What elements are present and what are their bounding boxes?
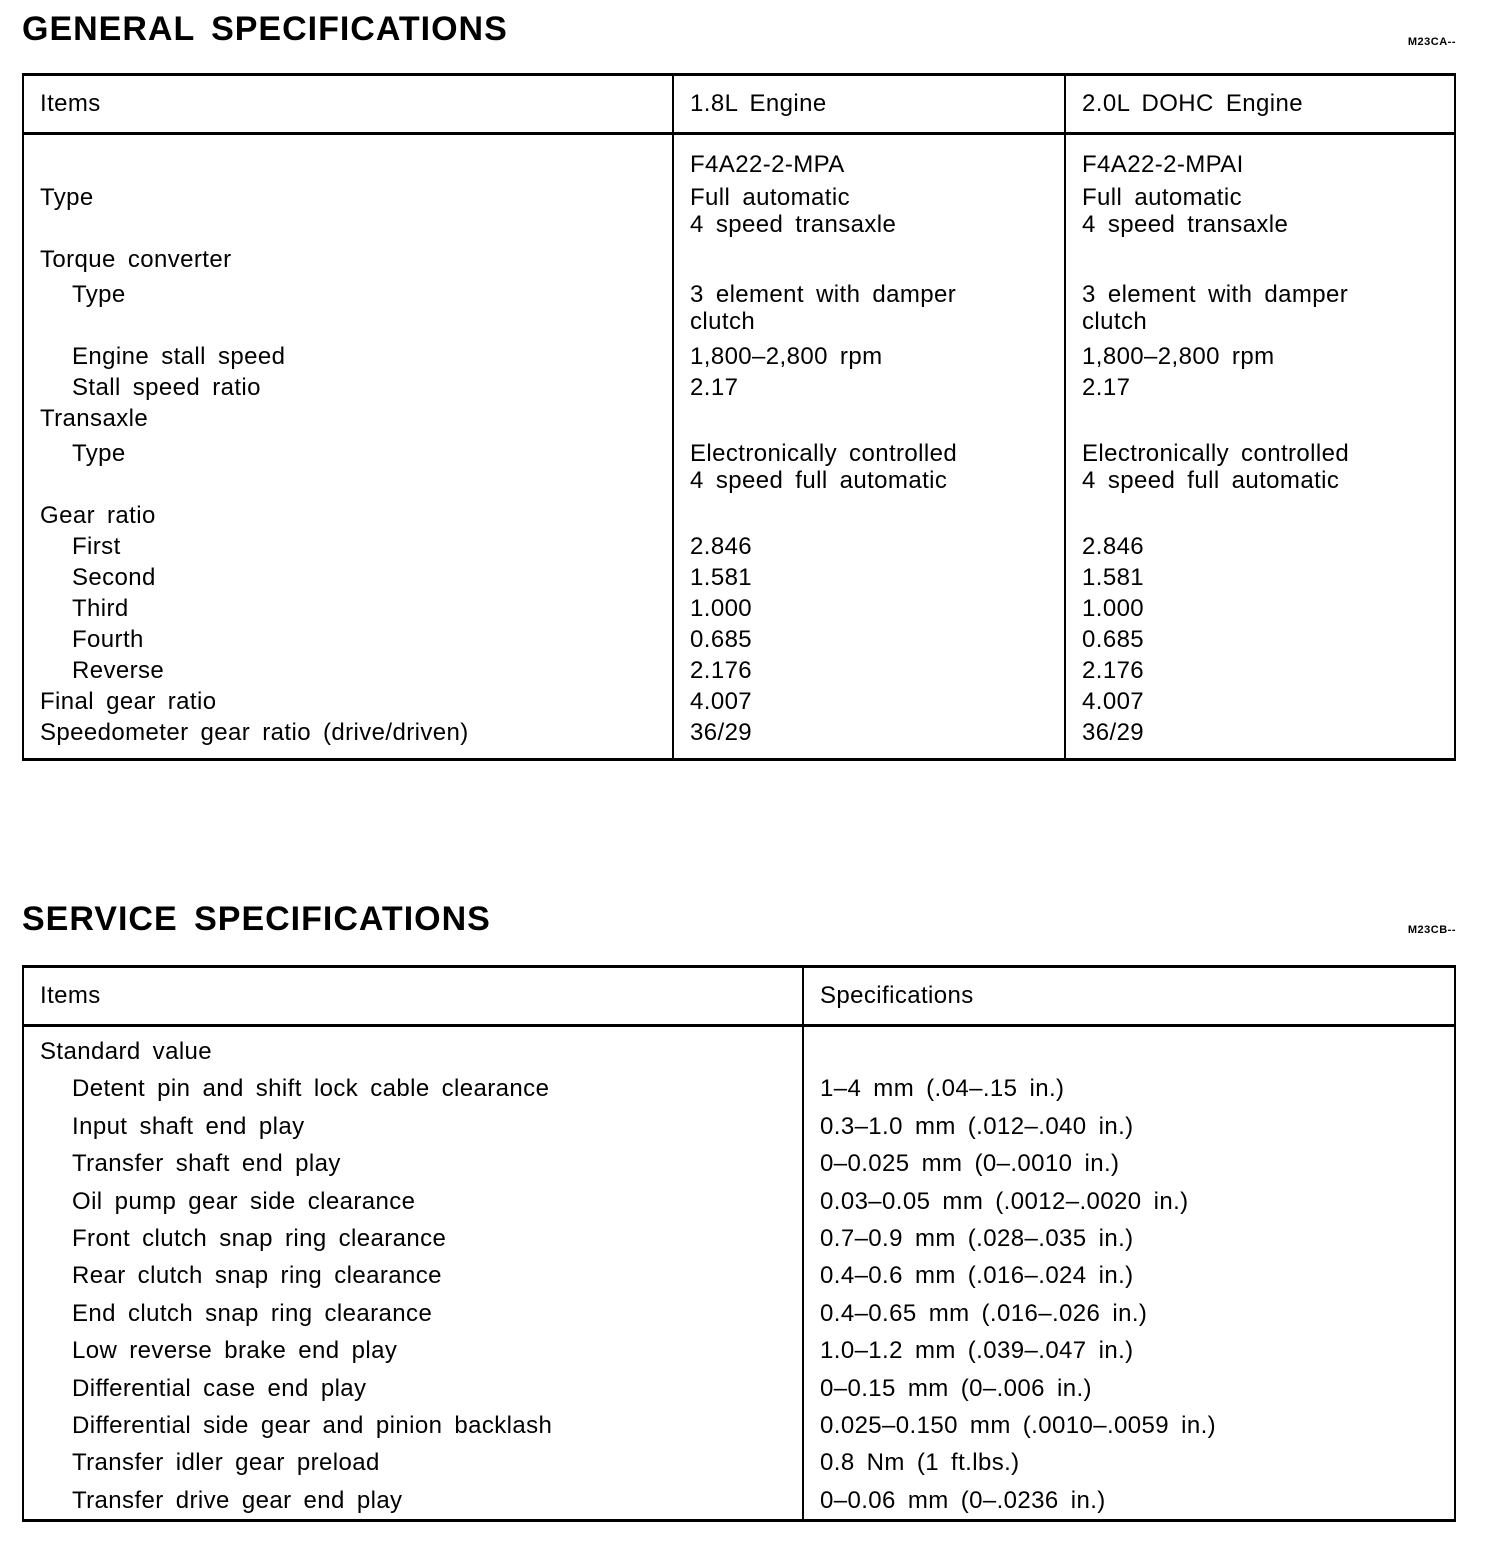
item-cell bbox=[23, 560, 673, 591]
table-header-row bbox=[23, 967, 1455, 1026]
table-row bbox=[23, 560, 1455, 591]
spec-value: 0.4–0.6 mm (.016–.024 in.) bbox=[820, 1262, 1134, 1290]
item-cell bbox=[23, 1332, 803, 1369]
item-cell bbox=[23, 715, 673, 760]
item-cell bbox=[23, 1407, 803, 1444]
value-1-8l-cell bbox=[673, 560, 1065, 591]
table-row bbox=[23, 238, 1455, 273]
service-section-code: M23CB-- bbox=[1407, 924, 1456, 936]
header-2-0l-dohc-engine: 2.0L DOHC Engine bbox=[1065, 75, 1455, 134]
value-line: Electronically controlled bbox=[690, 440, 958, 467]
table-row bbox=[23, 1332, 1455, 1369]
value-line: 2.176 bbox=[1082, 657, 1145, 684]
value-2-0l-cell bbox=[1065, 591, 1455, 622]
value-1-8l-cell bbox=[673, 273, 1065, 335]
item-cell bbox=[23, 401, 673, 432]
spec-value: 0.4–0.65 mm (.016–.026 in.) bbox=[820, 1299, 1148, 1327]
spec-cell bbox=[803, 1295, 1455, 1332]
value-1-8l-cell bbox=[673, 684, 1065, 715]
value-2-0l-cell bbox=[1065, 432, 1455, 494]
spec-cell bbox=[803, 1070, 1455, 1107]
value-line: 0.685 bbox=[1082, 626, 1145, 653]
value-2-0l-cell bbox=[1065, 653, 1455, 684]
table-row bbox=[23, 335, 1455, 370]
value-line: F4A22-2-MPA bbox=[690, 151, 845, 178]
value-1-8l-cell bbox=[673, 178, 1065, 238]
item-label: End clutch snap ring clearance bbox=[72, 1299, 433, 1327]
value-2-0l-cell bbox=[1065, 560, 1455, 591]
value-line: 2.176 bbox=[690, 657, 753, 684]
value-line: 4 speed full automatic bbox=[690, 467, 948, 494]
spec-cell bbox=[803, 1183, 1455, 1220]
value-line: Full automatic bbox=[690, 184, 850, 211]
spec-value: 0–0.025 mm (0–.0010 in.) bbox=[820, 1150, 1120, 1178]
table-header-row bbox=[23, 75, 1455, 134]
item-cell bbox=[23, 335, 673, 370]
value-line: 4 speed transaxle bbox=[690, 211, 897, 238]
table-row bbox=[23, 715, 1455, 760]
value-1-8l-cell bbox=[673, 622, 1065, 653]
item-label: Transfer shaft end play bbox=[72, 1150, 341, 1178]
table-row bbox=[23, 622, 1455, 653]
spec-value: 0–0.15 mm (0–.006 in.) bbox=[820, 1374, 1092, 1402]
item-label: Gear ratio bbox=[40, 502, 156, 529]
header-1-8l-engine: 1.8L Engine bbox=[673, 75, 1065, 134]
item-cell bbox=[23, 529, 673, 560]
value-line: 4.007 bbox=[1082, 688, 1145, 715]
item-label: Rear clutch snap ring clearance bbox=[72, 1262, 442, 1290]
table-row bbox=[23, 494, 1455, 529]
value-line: F4A22-2-MPAI bbox=[1082, 151, 1244, 178]
item-label: Reverse bbox=[72, 657, 165, 684]
table-row bbox=[23, 1026, 1455, 1071]
item-label: Second bbox=[72, 564, 156, 591]
table-row bbox=[23, 1295, 1455, 1332]
value-1-8l-cell bbox=[673, 335, 1065, 370]
item-label: Engine stall speed bbox=[72, 343, 286, 370]
spec-value: 0.03–0.05 mm (.0012–.0020 in.) bbox=[820, 1187, 1189, 1215]
table-row bbox=[23, 401, 1455, 432]
table-row bbox=[23, 370, 1455, 401]
table-row bbox=[23, 684, 1455, 715]
item-cell bbox=[23, 1220, 803, 1257]
value-2-0l-cell bbox=[1065, 401, 1455, 432]
table-row bbox=[23, 134, 1455, 179]
item-label: Low reverse brake end play bbox=[72, 1337, 398, 1365]
item-cell bbox=[23, 1070, 803, 1107]
spec-cell bbox=[803, 1257, 1455, 1294]
spec-value: 0–0.06 mm (0–.0236 in.) bbox=[820, 1486, 1106, 1514]
value-2-0l-cell bbox=[1065, 178, 1455, 238]
item-label: Third bbox=[72, 595, 129, 622]
value-2-0l-cell bbox=[1065, 529, 1455, 560]
value-line: clutch bbox=[1082, 308, 1148, 335]
table-row bbox=[23, 1145, 1455, 1182]
spec-cell bbox=[803, 1026, 1455, 1071]
value-1-8l-cell bbox=[673, 591, 1065, 622]
item-label: Differential side gear and pinion backlash bbox=[72, 1411, 553, 1439]
item-label: Transaxle bbox=[40, 405, 149, 432]
table-row bbox=[23, 1370, 1455, 1407]
spec-value: 0.025–0.150 mm (.0010–.0059 in.) bbox=[820, 1411, 1217, 1439]
item-label: Fourth bbox=[72, 626, 144, 653]
spec-cell bbox=[803, 1332, 1455, 1369]
item-cell bbox=[23, 238, 673, 273]
item-label: Torque converter bbox=[40, 246, 232, 273]
item-label: First bbox=[72, 533, 121, 560]
item-cell bbox=[23, 591, 673, 622]
value-line: 2.17 bbox=[1082, 374, 1131, 401]
item-label: Transfer idler gear preload bbox=[72, 1449, 380, 1477]
table-row bbox=[23, 1183, 1455, 1220]
value-line: 2.846 bbox=[1082, 533, 1145, 560]
general-specifications-table bbox=[22, 73, 1456, 761]
header-specifications: Specifications bbox=[803, 967, 1455, 1026]
item-label: Transfer drive gear end play bbox=[72, 1486, 403, 1514]
general-specifications-title: GENERAL SPECIFICATIONS bbox=[22, 10, 508, 48]
value-line: 1.000 bbox=[690, 595, 753, 622]
value-2-0l-cell bbox=[1065, 684, 1455, 715]
value-line: 3 element with damper bbox=[1082, 281, 1349, 308]
table-row bbox=[23, 1070, 1455, 1107]
value-1-8l-cell bbox=[673, 494, 1065, 529]
value-2-0l-cell bbox=[1065, 273, 1455, 335]
item-label: Stall speed ratio bbox=[72, 374, 261, 401]
table-row bbox=[23, 178, 1455, 238]
item-cell bbox=[23, 622, 673, 653]
item-cell bbox=[23, 273, 673, 335]
spec-cell bbox=[803, 1108, 1455, 1145]
item-cell bbox=[23, 1370, 803, 1407]
general-section-code: M23CA-- bbox=[1407, 36, 1456, 48]
table-row bbox=[23, 653, 1455, 684]
value-line: 36/29 bbox=[690, 719, 753, 746]
item-cell bbox=[23, 1026, 803, 1071]
item-cell bbox=[23, 1444, 803, 1481]
item-cell bbox=[23, 494, 673, 529]
item-cell bbox=[23, 1257, 803, 1294]
table-row bbox=[23, 529, 1455, 560]
value-line: 0.685 bbox=[690, 626, 753, 653]
value-1-8l-cell bbox=[673, 238, 1065, 273]
value-1-8l-cell bbox=[673, 370, 1065, 401]
spec-value: 1.0–1.2 mm (.039–.047 in.) bbox=[820, 1337, 1134, 1365]
spec-cell bbox=[803, 1482, 1455, 1521]
spec-cell bbox=[803, 1407, 1455, 1444]
table-row bbox=[23, 273, 1455, 335]
item-cell bbox=[23, 1108, 803, 1145]
spec-value: 0.8 Nm (1 ft.lbs.) bbox=[820, 1449, 1020, 1477]
spec-cell bbox=[803, 1145, 1455, 1182]
value-1-8l-cell bbox=[673, 401, 1065, 432]
item-label: Type bbox=[40, 184, 94, 211]
spec-cell bbox=[803, 1370, 1455, 1407]
value-line: 3 element with damper bbox=[690, 281, 957, 308]
item-label: Differential case end play bbox=[72, 1374, 367, 1402]
value-line: 4.007 bbox=[690, 688, 753, 715]
spec-value: 1–4 mm (.04–.15 in.) bbox=[820, 1075, 1065, 1103]
spec-cell bbox=[803, 1220, 1455, 1257]
item-cell bbox=[23, 1183, 803, 1220]
spec-value: 0.3–1.0 mm (.012–.040 in.) bbox=[820, 1112, 1134, 1140]
item-cell bbox=[23, 370, 673, 401]
item-label: Standard value bbox=[40, 1038, 213, 1065]
value-line: 1,800–2,800 rpm bbox=[1082, 343, 1275, 370]
value-line: 1.000 bbox=[1082, 595, 1145, 622]
header-items: Items bbox=[23, 967, 803, 1026]
value-1-8l-cell bbox=[673, 653, 1065, 684]
value-line: 2.846 bbox=[690, 533, 753, 560]
value-2-0l-cell bbox=[1065, 238, 1455, 273]
value-line: Electronically controlled bbox=[1082, 440, 1350, 467]
item-label: Oil pump gear side clearance bbox=[72, 1187, 416, 1215]
table-row bbox=[23, 1257, 1455, 1294]
item-label: Type bbox=[72, 440, 126, 467]
table-row bbox=[23, 432, 1455, 494]
item-cell bbox=[23, 178, 673, 238]
value-2-0l-cell bbox=[1065, 335, 1455, 370]
item-cell bbox=[23, 653, 673, 684]
value-2-0l-cell bbox=[1065, 622, 1455, 653]
item-cell bbox=[23, 1295, 803, 1332]
service-specifications-table bbox=[22, 965, 1456, 1522]
value-2-0l-cell bbox=[1065, 715, 1455, 760]
item-cell bbox=[23, 432, 673, 494]
spec-value: 0.7–0.9 mm (.028–.035 in.) bbox=[820, 1224, 1134, 1252]
table-row bbox=[23, 591, 1455, 622]
value-line: 1.581 bbox=[690, 564, 753, 591]
table-row bbox=[23, 1482, 1455, 1521]
value-line: 4 speed full automatic bbox=[1082, 467, 1340, 494]
item-cell bbox=[23, 1145, 803, 1182]
value-line: 4 speed transaxle bbox=[1082, 211, 1289, 238]
table-row bbox=[23, 1444, 1455, 1481]
item-label: Speedometer gear ratio (drive/driven) bbox=[40, 719, 469, 746]
item-label: Type bbox=[72, 281, 126, 308]
item-label: Detent pin and shift lock cable clearance bbox=[72, 1075, 550, 1103]
value-1-8l-cell bbox=[673, 134, 1065, 179]
value-line: 1,800–2,800 rpm bbox=[690, 343, 883, 370]
value-2-0l-cell bbox=[1065, 370, 1455, 401]
item-label: Front clutch snap ring clearance bbox=[72, 1224, 447, 1252]
item-cell bbox=[23, 1482, 803, 1521]
spec-cell bbox=[803, 1444, 1455, 1481]
value-line: Full automatic bbox=[1082, 184, 1242, 211]
item-label: Final gear ratio bbox=[40, 688, 217, 715]
item-cell bbox=[23, 134, 673, 179]
table-row bbox=[23, 1108, 1455, 1145]
header-items: Items bbox=[23, 75, 673, 134]
value-1-8l-cell bbox=[673, 529, 1065, 560]
value-line: clutch bbox=[690, 308, 756, 335]
value-line: 1.581 bbox=[1082, 564, 1145, 591]
table-row bbox=[23, 1407, 1455, 1444]
table-row bbox=[23, 1220, 1455, 1257]
item-cell bbox=[23, 684, 673, 715]
value-line: 2.17 bbox=[690, 374, 739, 401]
value-2-0l-cell bbox=[1065, 134, 1455, 179]
item-label: Input shaft end play bbox=[72, 1112, 305, 1140]
value-1-8l-cell bbox=[673, 715, 1065, 760]
value-line: 36/29 bbox=[1082, 719, 1145, 746]
value-1-8l-cell bbox=[673, 432, 1065, 494]
service-specifications-title: SERVICE SPECIFICATIONS bbox=[22, 900, 491, 938]
value-2-0l-cell bbox=[1065, 494, 1455, 529]
